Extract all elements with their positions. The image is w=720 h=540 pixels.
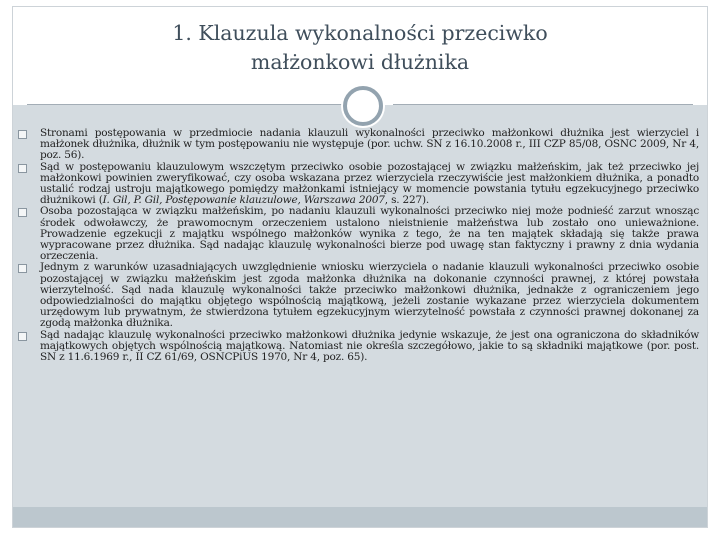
bullet-citation-italic: I. Gil, P. Gil, Postępowanie klauzulowe, Warszawa 2007 xyxy=(102,194,385,207)
slide-title-line-2: małżonkowi dłużnika xyxy=(250,50,470,74)
bullet-item-1 xyxy=(17,128,699,162)
bullet-list xyxy=(17,128,699,363)
bullet-text-suffix: , s. 227). xyxy=(384,194,430,207)
bullet-marker-icon xyxy=(18,332,27,341)
bullet-marker-icon xyxy=(18,208,27,217)
bullet-item-3 xyxy=(17,206,699,262)
slide-frame xyxy=(12,6,708,528)
bullet-item-4 xyxy=(17,262,699,329)
bullet-text: Sąd w postępowaniu klauzulowym wszczętym przeciwko osobie pozostającej w związku małżeńskim, jak też przeciwko jej małżonkowi powinien zweryfikować, czy osoba wskazana przez wierzyciela rzeczywiście jest małżonkiem dłużnika, a ponadto ustalić rodzaj ustroju majątkowego pomiędzy małżonkami istniejący w momencie powstania tytułu egzekucyjnego przeciwko dłużnikowi ( xyxy=(40,160,699,207)
slide-title xyxy=(13,19,707,77)
circle-ornament-icon xyxy=(343,86,383,126)
bullet-marker-icon xyxy=(18,130,27,139)
title-divider-right xyxy=(393,104,693,105)
bullet-marker-icon xyxy=(18,164,27,173)
bullet-item-2 xyxy=(17,162,699,207)
title-divider-left xyxy=(27,104,347,105)
bottom-band xyxy=(13,507,707,527)
slide-title-line-1: 1. Klauzula wykonalności przeciwko xyxy=(172,21,548,45)
bullet-text: Jednym z warunków uzasadniających uwzględnienie wniosku wierzyciela o nadanie klauzuli wykonalności przeciwko osobie pozostającej w związku małżeńskim jest zgoda małżonka dłużnika na dokonanie czynności prawnej, z której powstała wierzytelność. Sąd nada klauzulę wykonalności także przeciwko małżonkowi dłużnika, jednakże z ograniczeniem jego odpowiedzialności do majątku objętego wspólnością majątkową, jeżeli zostanie wykazane przez wierzyciela dokumentem urzędowym lub prywatnym, że stwierdzona tytułem egzekucyjnym wierzytelność powstała z czynności prawnej dokonanej za zgodą małżonka dłużnika. xyxy=(40,261,699,330)
bullet-item-5 xyxy=(17,330,699,364)
bullet-text: Stronami postępowania w przedmiocie nadania klauzuli wykonalności przeciwko małżonkowi dłużnika jest wierzyciel i małżonek dłużnika, dłużnik w tym postępowaniu nie występuje (por. uchw. SN z 16.10.2008 r., III CZP 85/08, OSNC 2009, Nr 4, poz. 56). xyxy=(40,127,699,162)
bullet-text: Osoba pozostająca w związku małżeńskim, po nadaniu klauzuli wykonalności przeciwko niej może podnieść zarzut wnosząc środek odwoławczy, że prawomocnym orzeczeniem ustalono nieistnienie małżeństwa lub zostało ono unieważnione. Prowadzenie egzekucji z majątku wspólnego małżonków wynika z tego, że na ten majątek składają się także prawa wypracowane przez dłużnika. Sąd nadając klauzulę wykonalności bierze pod uwagę stan faktyczny i prawny z dnia wydania orzeczenia. xyxy=(40,205,699,263)
bullet-marker-icon xyxy=(18,264,27,273)
bullet-text: Sąd nadając klauzulę wykonalności przeciwko małżonkowi dłużnika jedynie wskazuje, że jest ona ograniczona do składników majątkowych objętych wspólnością majątkową. Natomiast nie określa szczegółowo, jakie to są składniki majątkowe (por. post. SN z 11.6.1969 r., II CZ 61/69, OSNCPiUS 1970, Nr 4, poz. 65). xyxy=(40,328,699,364)
